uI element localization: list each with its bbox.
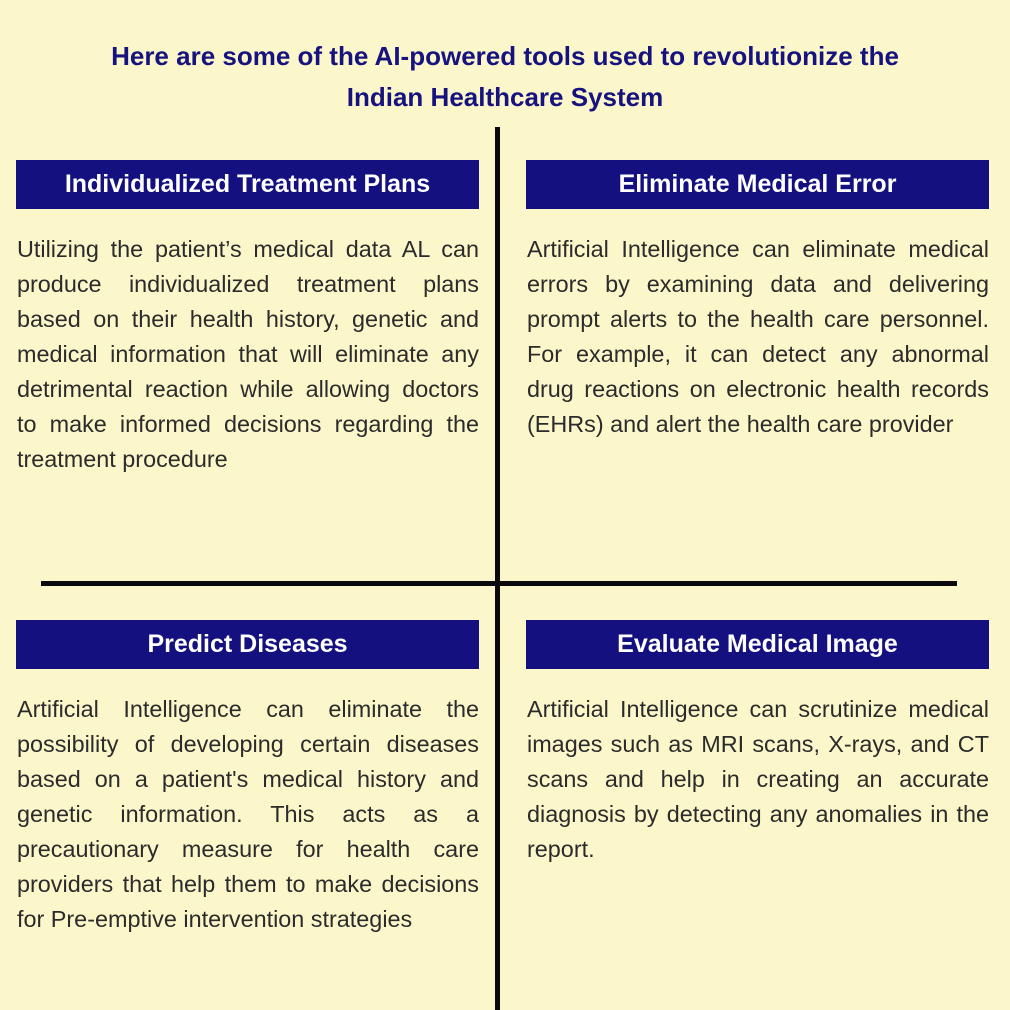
vertical-divider <box>495 127 500 1010</box>
page-title <box>0 36 1010 118</box>
horizontal-divider <box>41 581 957 586</box>
card-body-medical-error: Artificial Intelligence can eliminate medical errors by examining data and delivering prompt alerts to the health care personnel. For example, it can detect any abnormal drug reactions on electronic health records (EHRs) and alert the health care provider <box>527 236 989 437</box>
card-heading-predict-diseases: Predict Diseases <box>16 620 479 669</box>
card-heading-treatment-plans: Individualized Treatment Plans <box>16 160 479 209</box>
page-title-line-1: Here are some of the AI-powered tools used to revolutionize the <box>111 41 899 71</box>
card-heading-medical-error: Eliminate Medical Error <box>526 160 989 209</box>
card-body-treatment-plans: Utilizing the patient’s medical data AL can produce individualized treatment plans based on their health history, genetic and medical information that will eliminate any detrimental reaction while allowing doctors to make informed decisions regarding the treatment procedure <box>17 236 479 472</box>
card-body-medical-image: Artificial Intelligence can scrutinize medical images such as MRI scans, X-rays, and CT scans and help in creating an accurate diagnosis by detecting any anomalies in the report. <box>527 696 989 862</box>
page-title-line-2: Indian Healthcare System <box>346 82 664 112</box>
card-heading-medical-image: Evaluate Medical Image <box>526 620 989 669</box>
card-body-predict-diseases: Artificial Intelligence can eliminate the possibility of developing certain diseases based on a patient's medical history and genetic information. This acts as a precautionary measure for health care providers that help them to make decisions for Pre-emptive intervention strategies <box>17 696 479 932</box>
